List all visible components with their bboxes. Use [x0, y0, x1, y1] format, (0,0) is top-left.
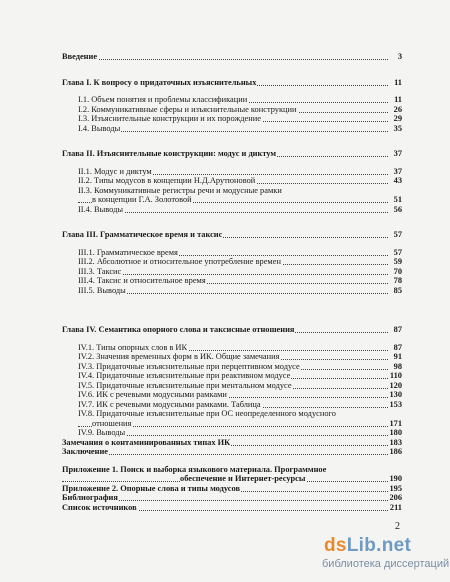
- toc-section-entry[interactable]: [62, 195, 402, 205]
- toc-page-number: 87: [393, 325, 402, 334]
- toc-entry-text: IV.3. Придаточные изъяснительные при перцептивном модусе: [78, 361, 300, 371]
- toc-leader-dots: [62, 447, 388, 455]
- toc-leader-dots: [62, 52, 388, 60]
- toc-entry-label: [78, 267, 122, 277]
- toc-leader-dots: [78, 205, 388, 213]
- toc-entry-text: III.1. Грамматическое время: [78, 247, 178, 257]
- toc-entry-text: Замечания о контаминированных типах ИК: [62, 437, 231, 447]
- toc-spacer: [62, 295, 402, 325]
- toc-entry-label: [78, 390, 228, 400]
- watermark-logo-rest: Lib.net: [346, 535, 412, 556]
- watermark-subtitle: библиотека диссертаций: [322, 558, 450, 570]
- toc-page-number: 70: [393, 266, 402, 276]
- toc-spacer: [62, 214, 402, 230]
- toc-page-number: 85: [393, 285, 402, 295]
- toc-entry-label: [78, 343, 188, 353]
- toc-entry-text: II.1. Модус и диктум: [78, 166, 152, 176]
- toc-page-number: 110: [389, 371, 402, 380]
- toc-entry-label: [78, 362, 301, 372]
- toc-page-number: 195: [389, 483, 402, 493]
- watermark-logo[interactable]: [324, 535, 411, 557]
- toc-page-number: 153: [389, 399, 402, 409]
- toc-section-entry[interactable]: [62, 205, 402, 215]
- toc-section-entry[interactable]: [62, 286, 402, 296]
- toc-spacer: [62, 133, 402, 149]
- toc-page-number: 180: [389, 428, 402, 437]
- toc-page-number: 120: [389, 380, 402, 390]
- toc-entry-label: [78, 167, 153, 177]
- toc-page-number: 3: [397, 52, 402, 61]
- toc-spacer: [62, 457, 402, 465]
- toc-entry-label: [62, 484, 241, 494]
- toc-entry-label: [92, 195, 193, 205]
- toc-entry-label: [78, 381, 293, 391]
- toc-chapter-entry[interactable]: [62, 149, 402, 159]
- toc-chapter-entry[interactable]: [62, 474, 402, 484]
- toc-chapter-entry[interactable]: [62, 78, 402, 88]
- toc-entry-text: в концепции Г.А. Золотовой: [92, 195, 192, 204]
- toc-entry-label: [78, 286, 127, 296]
- toc-page-number: 51: [393, 195, 402, 204]
- toc-entry-text: II.4. Выводы: [78, 204, 123, 214]
- toc-page-number: 11: [394, 95, 402, 104]
- toc-chapter-entry[interactable]: [62, 230, 402, 240]
- toc-entry-label: [78, 352, 280, 362]
- toc-entry-text: III.4. Таксис и относительное время: [78, 276, 206, 285]
- toc-entry-label: [62, 438, 231, 448]
- toc-entry-text: IV.4. Придаточные изъяснительные при реактивном модусе: [78, 371, 291, 380]
- toc-section-entry[interactable]: [62, 124, 402, 134]
- toc-spacer: [62, 62, 402, 78]
- toc-section-entry[interactable]: [62, 343, 402, 353]
- toc-page-number: 130: [389, 390, 402, 399]
- toc-entry-text: отношения: [92, 418, 132, 428]
- toc-section-entry[interactable]: [62, 352, 402, 362]
- toc-entry-label: [62, 149, 277, 159]
- toc-entry-text: IV.6. ИК с речевыми модусными рамками: [78, 390, 227, 399]
- toc-leader-dots: [78, 267, 388, 275]
- toc-entry-label: [78, 105, 298, 115]
- toc-entry-text: IV.5. Придаточные изъяснительные при ментальном модусе: [78, 380, 292, 390]
- toc-chapter-entry[interactable]: [62, 465, 402, 475]
- toc-entry-label: [78, 409, 337, 419]
- toc-page-number: 211: [389, 502, 402, 512]
- toc-section-entry[interactable]: [62, 95, 402, 105]
- page-number: 2: [395, 521, 400, 532]
- toc-entry-text: Введение: [62, 52, 98, 61]
- toc-page-number: 37: [393, 149, 402, 158]
- toc-page-number: 171: [389, 418, 402, 428]
- toc-section-entry[interactable]: [62, 105, 402, 115]
- toc-entry-label: [78, 176, 256, 186]
- toc-entry-text: I.3. Изъяснительные конструкции и их порождение: [78, 114, 261, 123]
- toc-page-number: 183: [389, 437, 402, 447]
- toc-page-number: 59: [393, 257, 402, 266]
- toc-entry-text: Глава II. Изъяснительные конструкции: модус и диктум: [62, 149, 277, 158]
- toc-section-entry[interactable]: [62, 276, 402, 286]
- toc-entry-text: I.4. Выводы: [78, 123, 121, 133]
- toc-page-number: 186: [389, 447, 402, 456]
- toc-page-number: 98: [393, 361, 402, 371]
- toc-spacer: [62, 240, 402, 248]
- toc-entry-label: [62, 78, 257, 88]
- toc-page-number: 26: [393, 104, 402, 114]
- toc-section-entry[interactable]: [62, 362, 402, 372]
- toc-entry-label: [78, 114, 262, 124]
- toc-entry-text: Заключение: [62, 447, 109, 456]
- toc-entry-text: Библиография: [62, 493, 118, 502]
- toc-spacer: [62, 87, 402, 95]
- toc-spacer: [62, 159, 402, 167]
- toc-chapter-entry[interactable]: [62, 503, 402, 513]
- toc-entry-text: III.3. Таксис: [78, 266, 122, 276]
- toc-entry-text: II.2. Типы модусов в концепции Н.Д.Арутюновой: [78, 176, 256, 185]
- toc-section-entry[interactable]: [62, 381, 402, 391]
- toc-entry-label: [62, 503, 138, 513]
- toc-entry-label: [78, 205, 124, 215]
- toc-page-number: 190: [389, 474, 402, 483]
- toc-entry-label: [62, 493, 119, 503]
- toc-entry-text: IV.7. ИК с речевыми модусными рамками. Таблица: [78, 399, 261, 409]
- toc-page-number: 37: [393, 166, 402, 176]
- toc-section-entry[interactable]: [62, 428, 402, 438]
- toc-entry-label: [78, 276, 207, 286]
- toc-page-number: 11: [394, 77, 402, 87]
- toc-page-number: 56: [393, 204, 402, 214]
- toc-entry-text: III.5. Выводы: [78, 285, 126, 295]
- toc-spacer: [62, 335, 402, 343]
- toc-entry-label: [78, 186, 283, 196]
- toc-leader-dots: [78, 124, 388, 132]
- toc-entry-text: IV.1. Типы опорных слов в ИК: [78, 342, 188, 352]
- toc-entry-label: [78, 95, 248, 105]
- toc-entry-text: IV.2. Значения временных форм в ИК. Общие замечания: [78, 352, 280, 361]
- toc-entry-label: [92, 419, 132, 429]
- toc-entry-label: [78, 371, 291, 381]
- toc-entry-label: [62, 325, 295, 335]
- toc-entry-text: I.1. Объем понятия и проблемы классификации: [78, 95, 248, 104]
- toc-entry-text: Глава III. Грамматическое время и таксис: [62, 230, 223, 239]
- toc-entry-label: [78, 257, 282, 267]
- toc-entry-label: [78, 124, 121, 134]
- toc-entry-text: Приложение 1. Поиск и выборка языкового материала. Программное: [62, 464, 327, 474]
- toc-entry-label: [180, 474, 306, 484]
- toc-page-number: 206: [389, 493, 402, 502]
- toc-entry-label: [78, 400, 262, 410]
- toc-page-number: 57: [393, 247, 402, 257]
- toc-entry-text: Глава I. К вопросу о придаточных изъяснительных: [62, 77, 257, 87]
- toc-section-entry[interactable]: [62, 186, 402, 196]
- toc-section-entry[interactable]: [62, 248, 402, 258]
- toc-entry-text: обеспечение и Интернет-ресурсы: [180, 474, 306, 483]
- toc-page-number: 87: [393, 342, 402, 352]
- toc-page-number: 78: [393, 276, 402, 285]
- toc-entry-text: I.2. Коммуникативные сферы и изъяснительные конструкции: [78, 104, 297, 114]
- toc-page-number: 57: [393, 230, 402, 239]
- toc-chapter-entry[interactable]: [62, 438, 402, 448]
- toc-entry-label: [62, 230, 223, 240]
- toc-page-number: 29: [393, 114, 402, 123]
- toc-entry-text: IV.9. Выводы: [78, 428, 126, 437]
- toc-entry-label: [62, 447, 109, 457]
- toc-entry-text: Приложение 2. Опорные слова и типы модусов: [62, 483, 240, 493]
- toc-section-entry[interactable]: [62, 371, 402, 381]
- toc-chapter-entry[interactable]: [62, 52, 402, 62]
- watermark-logo-prefix: ds: [324, 535, 347, 556]
- toc-section-entry[interactable]: [62, 390, 402, 400]
- toc-entry-text: II.3. Коммуникативные регистры речи и модусные рамки: [78, 185, 282, 195]
- toc-page-number: 43: [393, 176, 402, 185]
- toc-entry-label: [62, 465, 327, 475]
- toc-page-number: 91: [393, 352, 402, 361]
- toc-entry-label: [62, 52, 98, 62]
- toc-entry-text: Глава IV. Семантика опорного слова и таксисные отношения: [62, 325, 295, 334]
- table-of-contents: [62, 52, 402, 512]
- toc-chapter-entry[interactable]: [62, 325, 402, 335]
- toc-entry-text: Список источников: [62, 502, 137, 512]
- toc-section-entry[interactable]: [62, 267, 402, 277]
- toc-section-entry[interactable]: [62, 114, 402, 124]
- toc-entry-text: IV.8. Придаточные изъяснительные при ОС неопределенного модусного: [78, 409, 336, 418]
- toc-entry-text: III.2. Абсолютное и относительное употребление времен: [78, 257, 281, 266]
- toc-chapter-entry[interactable]: [62, 484, 402, 494]
- toc-section-entry[interactable]: [62, 176, 402, 186]
- toc-section-entry[interactable]: [62, 257, 402, 267]
- toc-section-entry[interactable]: [62, 419, 402, 429]
- toc-entry-label: [78, 428, 126, 438]
- toc-section-entry[interactable]: [62, 409, 402, 419]
- toc-entry-label: [78, 248, 179, 258]
- toc-page-number: 35: [393, 123, 402, 133]
- toc-chapter-entry[interactable]: [62, 493, 402, 503]
- toc-section-entry[interactable]: [62, 167, 402, 177]
- toc-chapter-entry[interactable]: [62, 447, 402, 457]
- toc-section-entry[interactable]: [62, 400, 402, 410]
